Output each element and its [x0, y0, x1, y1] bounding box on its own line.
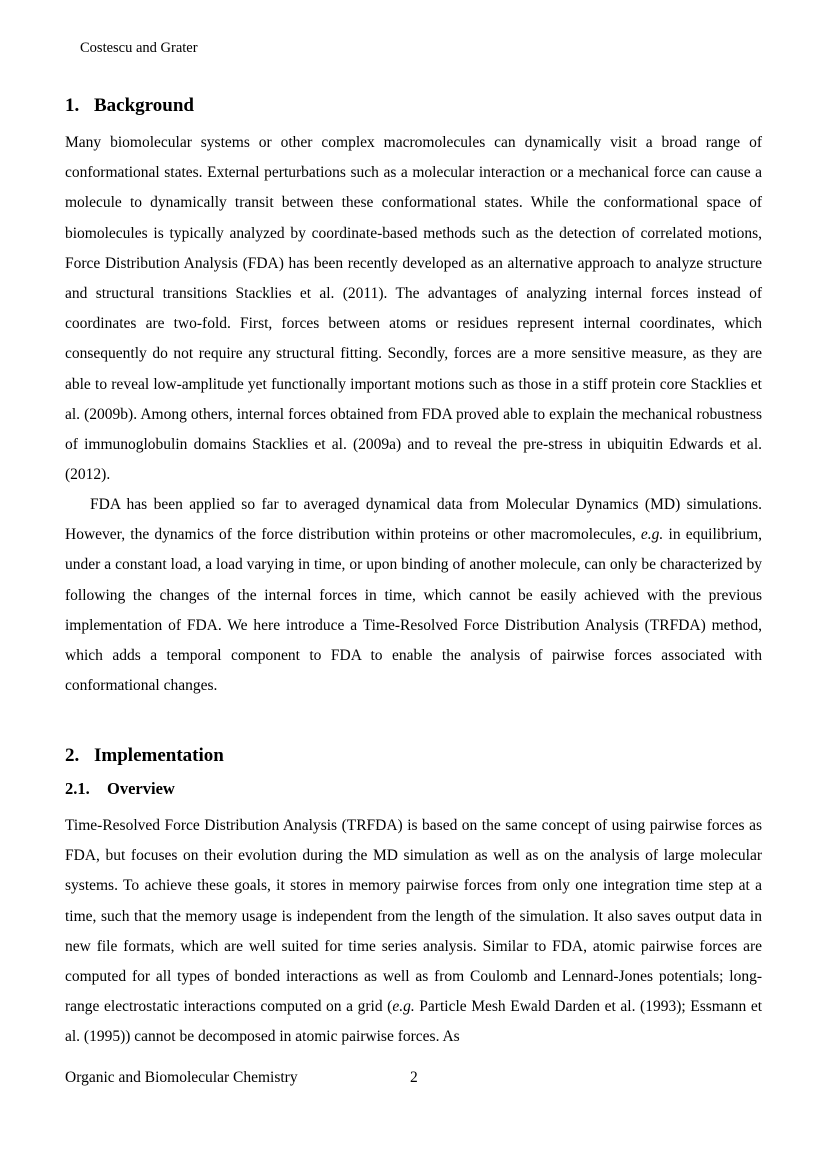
paragraph-text: Particle Mesh Ewald Darden et al. (1993); Essmann et al. (1995)) cannot be decomposed in atomic pairwise forces. As [65, 998, 763, 1046]
subsection-number: 2.1. [65, 779, 90, 798]
subsection-title: Overview [107, 779, 175, 798]
section-number: 1. [65, 95, 80, 116]
background-paragraph-2 [65, 490, 762, 701]
overview-paragraph [65, 811, 762, 1053]
section-heading-background [65, 95, 194, 117]
footer-page-number: 2 [410, 1069, 418, 1086]
section-title: Background [94, 95, 194, 116]
section-number: 2. [65, 745, 80, 766]
background-paragraph-1: Many biomolecular systems or other complex macromolecules can dynamically visit a broad range of conformational states. External perturbations such as a molecular interaction or a mechanical force can cause a molecule to dynamically transit between these conformational states. While the conformational space of biomolecules is typically analyzed by coordinate-based methods such as the detection of correlated motions, Force Distribution Analysis (FDA) has been recently developed as an alternative approach to analyze structure and structural transitions Stacklies et al. (2011). The advantages of analyzing internal forces instead of coordinates are two-fold. First, forces between atoms or residues represent internal coordinates, which consequently do not require any structural fitting. Secondly, forces are a more sensitive measure, as they are able to reveal low-amplitude yet functionally important motions such as those in a stiff protein core Stacklies et al. (2009b). Among others, internal forces obtained from FDA proved able to explain the mechanical robustness of immunoglobulin domains Stacklies et al. (2009a) and to reveal the pre-stress in ubiquitin Edwards et al. (2012). [65, 134, 762, 484]
running-head: Costescu and Grater [80, 40, 198, 56]
paragraph-text: FDA has been applied so far to averaged dynamical data from Molecular Dynamics (MD) simulations. However, the dynamics of the force distribution within proteins or other macromolecules, [65, 496, 762, 544]
footer-journal-name: Organic and Biomolecular Chemistry [65, 1069, 298, 1086]
emphasis-text: e.g. [640, 526, 664, 544]
section-title: Implementation [94, 745, 224, 766]
emphasis-text: e.g. [392, 998, 415, 1016]
section-heading-implementation [65, 745, 224, 767]
paragraph-text: in equilibrium, under a constant load, a load varying in time, or upon binding of another molecule, can only be characterized by following the changes of the internal forces in time, which cannot be easily achieved with the previous implementation of FDA. We here introduce a Time-Resolved Force Distribution Analysis (TRFDA) method, which adds a temporal component to FDA to enable the analysis of pairwise forces associated with conformational changes. [65, 526, 763, 695]
paragraph-text: Time-Resolved Force Distribution Analysis (TRFDA) is based on the same concept of using pairwise forces as FDA, but focuses on their evolution during the MD simulation as well as on the analysis of large molecular systems. To achieve these goals, it stores in memory pairwise forces from only one integration time step at a time, such that the memory usage is independent from the length of the simulation. It also saves output data in new file formats, which are well suited for time series analysis. Similar to FDA, atomic pairwise forces are computed for all types of bonded interactions as well as from Coulomb and Lennard-Jones potentials; long-range electrostatic interactions computed on a grid ( [65, 817, 762, 1016]
subsection-heading-overview [65, 779, 175, 799]
